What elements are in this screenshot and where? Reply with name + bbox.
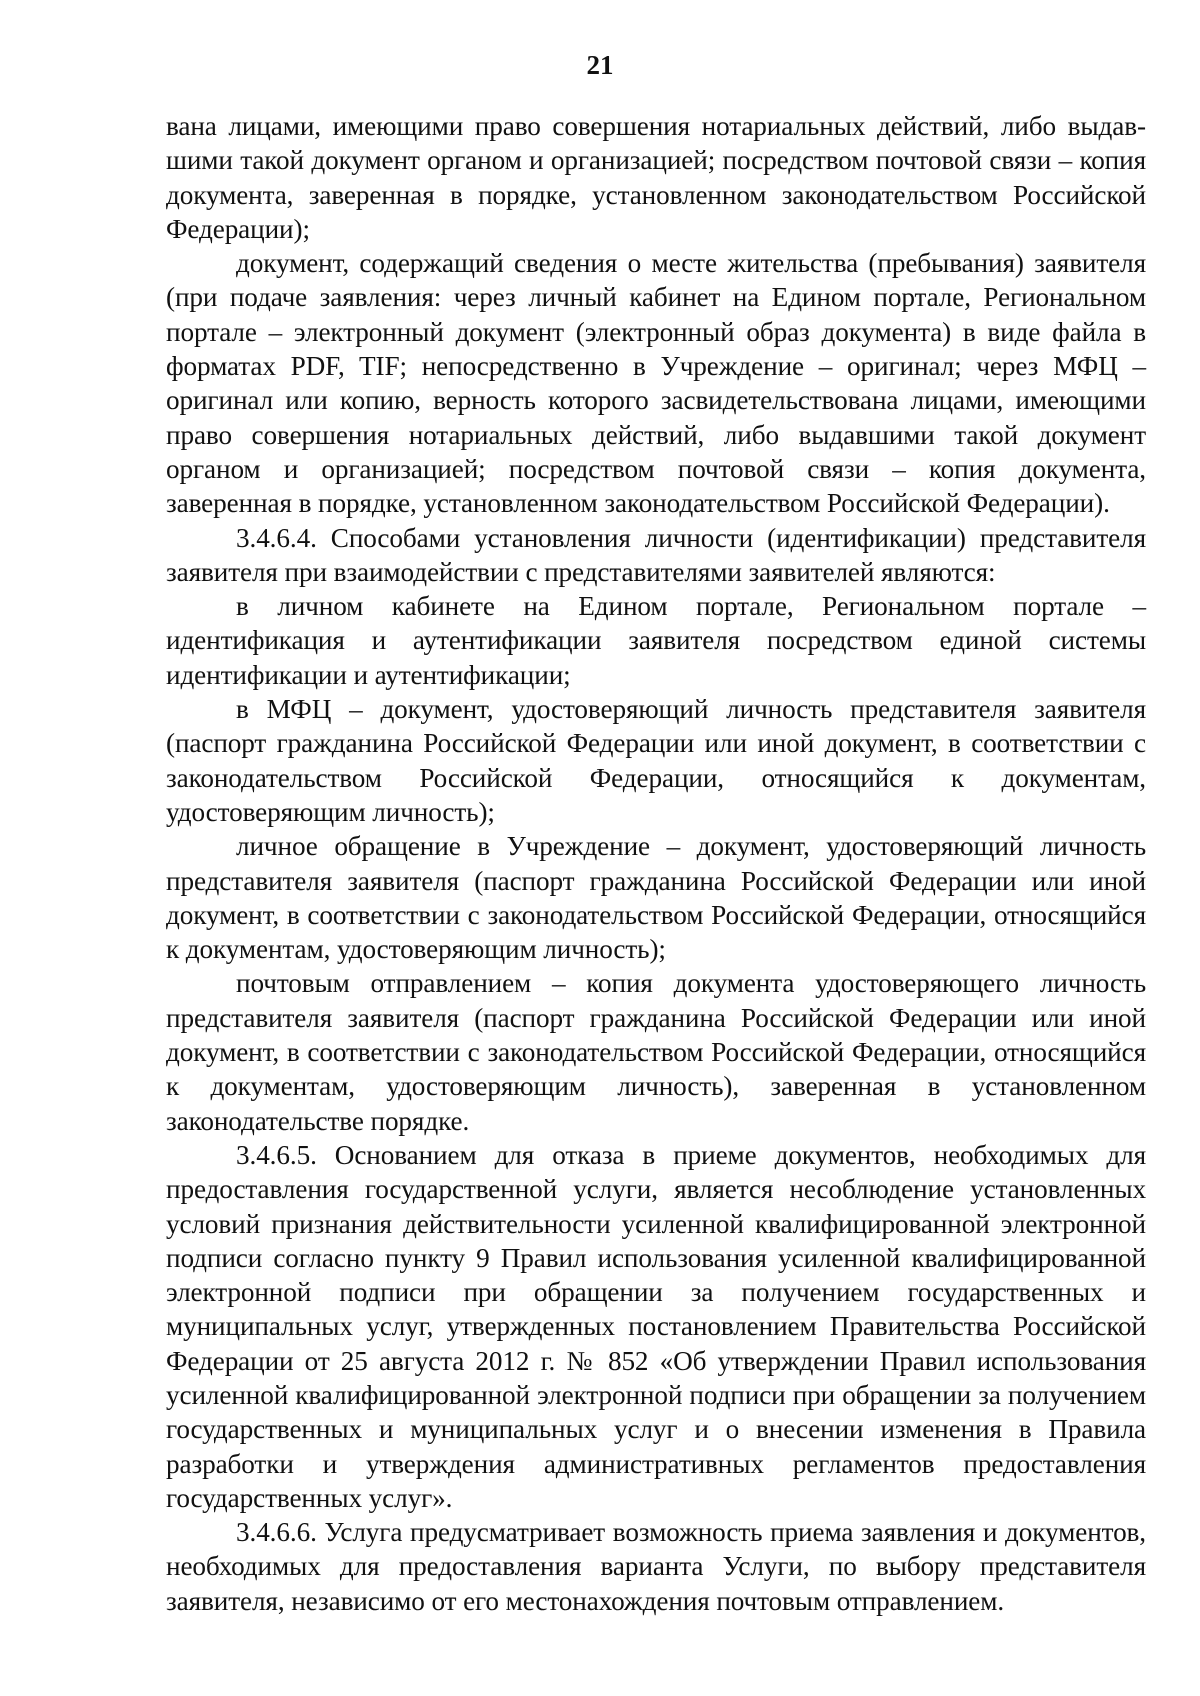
paragraph-residence-document: документ, содержащий сведения о месте жительства (пребывания) заявителя (при подаче заявления: через личный кабинет на Едином портале, Региональном портале – электронный документ (электронный образ документа) в виде файла в форматах PDF, TIF; непосредственно в Учреждение – оригинал; через МФЦ – оригинал или копию, верность которого засвидетельствована лицами, имеющими право совершения нотариальных действий, либо выдавшими такой документ органом и организацией; посредством почтовой связи – копия документа, заверенная в порядке, установленном законодательством Российской Федерации). bbox=[166, 248, 1146, 519]
page-number: 21 bbox=[586, 50, 614, 80]
paragraph-personal-visit-identification: личное обращение в Учреждение – документ, удостоверяющий личность представителя заявителя (паспорт гражданина Российской Федерации или иной документ, в соответствии с законодательством Российской Федерации, относящийся к документам, удостоверяющим личность); bbox=[166, 831, 1146, 965]
paragraph-continuation: вана лицами, имеющими право совершения нотариальных действий, либо выдавшими такой документ органом и организацией; посредством почтовой связи – копия документа, заверенная в порядке, установленном законодательством Российской Федерации); bbox=[166, 111, 1146, 244]
document-body bbox=[166, 109, 1146, 1618]
paragraph-3-4-6-4: 3.4.6.4. Способами установления личности (идентификации) представителя заявителя при взаимодействии с представителями заявителей являются: bbox=[166, 522, 1146, 587]
paragraph-mfc-identification: в МФЦ – документ, удостоверяющий личность представителя заявителя (паспорт гражданина Российской Федерации или иной документ, в соответствии с законодательством Российской Федерации, относящийся к документам, удостоверяющим личность); bbox=[166, 694, 1146, 827]
paragraph-portal-identification: в личном кабинете на Едином портале, Региональном портале – идентификация и аутентификации заявителя посредством единой системы идентификации и аутентификации; bbox=[166, 591, 1146, 690]
paragraph-postal-identification: почтовым отправлением – копия документа удостоверяющего личность представителя заявителя (паспорт гражданина Российской Федерации или иной документ, в соответствии с законодательством Российской Федерации, относящийся к документам, удостоверяющим личность), заверенная в установленном законодательстве порядке. bbox=[166, 968, 1146, 1136]
paragraph-3-4-6-5: 3.4.6.5. Основанием для отказа в приеме документов, необходимых для предоставления государственной услуги, является несоблюдение установленных условий признания действительности усиленной квалифицированной электронной подписи согласно пункту 9 Правил использования усиленной квалифицированной электронной подписи при обращении за получением государственных и муниципальных услуг, утвержденных постановлением Правительства Российской Федерации от 25 августа 2012 г. № 852 «Об утверждении Правил использования усиленной квалифицированной электронной подписи при обращении за получением государственных и муниципальных услуг и о внесении изменения в Правила разработки и утверждения административных регламентов предоставления государственных услуг». bbox=[166, 1139, 1146, 1513]
paragraph-3-4-6-6: 3.4.6.6. Услуга предусматривает возможность приема заявления и документов, необходимых для предоставления варианта Услуги, по выбору представителя заявителя, независимо от его местонахождения почтовым отправлением. bbox=[166, 1517, 1146, 1616]
